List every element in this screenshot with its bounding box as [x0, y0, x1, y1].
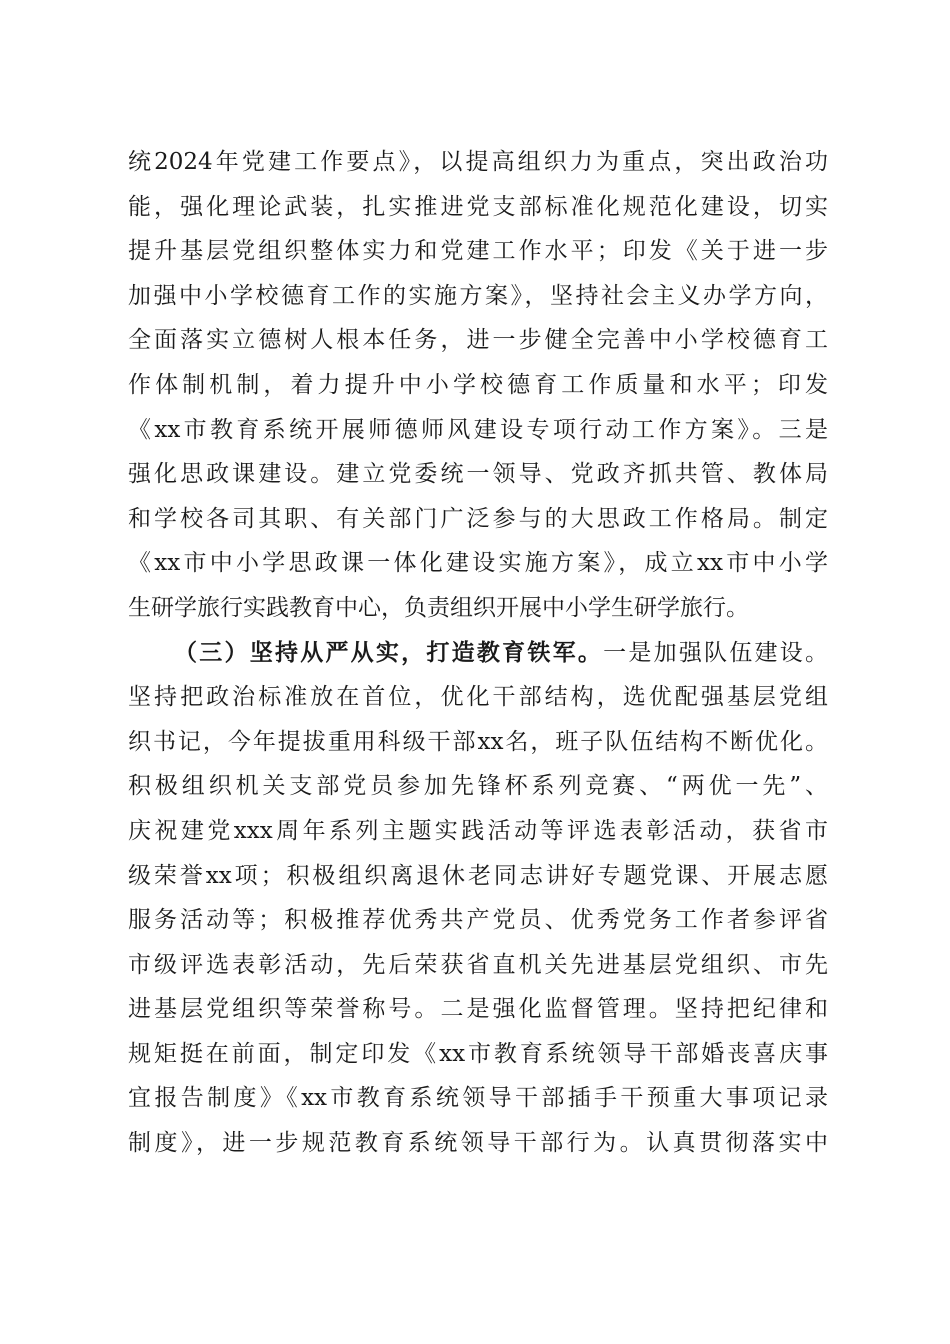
text-line: 市级评选表彰活动，先后荣获省直机关先进基层党组织、市先 [128, 951, 828, 978]
text-line: 全面落实立德树人根本任务，进一步健全完善中小学校德育工 [128, 327, 828, 354]
text-line: 生研学旅行实践教育中心，负责组织开展中小学生研学旅行。 [128, 594, 749, 621]
text-line: 《xx市中小学思政课一体化建设实施方案》，成立xx市中小学 [128, 550, 828, 577]
text-line: 服务活动等；积极推荐优秀共产党员、优秀党务工作者参评省 [128, 907, 828, 934]
text-line: 庆祝建党xxx周年系列主题实践活动等评选表彰活动，获省市 [128, 817, 828, 844]
text-line: 能，强化理论武装，扎实推进党支部标准化规范化建设，切实 [128, 193, 828, 220]
text-line: 加强中小学校德育工作的实施方案》，坚持社会主义办学方向， [128, 282, 828, 309]
text-line: 积极组织机关支部党员参加先锋杯系列竞赛、“两优一先”、 [128, 773, 828, 800]
text-line: 作体制机制，着力提升中小学校德育工作质量和水平；印发 [128, 371, 828, 398]
section-heading-line [128, 631, 828, 676]
text-line: 制度》，进一步规范教育系统领导干部行为。认真贯彻落实中 [128, 1130, 828, 1157]
text-line: 强化思政课建设。建立党委统一领导、党政齐抓共管、教体局 [128, 461, 828, 488]
text-line: 提升基层党组织整体实力和党建工作水平；印发《关于进一步 [128, 238, 828, 265]
body-text [128, 140, 828, 1166]
text-line: 织书记，今年提拔重用科级干部xx名，班子队伍结构不断优化。 [128, 728, 828, 755]
text-line: 《xx市教育系统开展师德师风建设专项行动工作方案》。三是 [128, 416, 828, 443]
text-line: 统2024年党建工作要点》，以提高组织力为重点，突出政治功 [128, 149, 828, 175]
text-line: 级荣誉xx项；积极组织离退休老同志讲好专题党课、开展志愿 [128, 862, 828, 889]
section-heading: （三）坚持从严从实，打造教育铁军。 [174, 638, 604, 666]
text-line: 宜报告制度》《xx市教育系统领导干部插手干预重大事项记录 [128, 1085, 828, 1112]
section-first-sentence: 一是加强队伍建设。 [603, 639, 829, 666]
text-line: 规矩挺在前面，制定印发《xx市教育系统领导干部婚丧喜庆事 [128, 1040, 828, 1067]
text-line: 和学校各司其职、有关部门广泛参与的大思政工作格局。制定 [128, 505, 828, 532]
text-line: 进基层党组织等荣誉称号。二是强化监督管理。坚持把纪律和 [128, 996, 828, 1023]
text-line: 坚持把政治标准放在首位，优化干部结构，选优配强基层党组 [128, 684, 828, 711]
